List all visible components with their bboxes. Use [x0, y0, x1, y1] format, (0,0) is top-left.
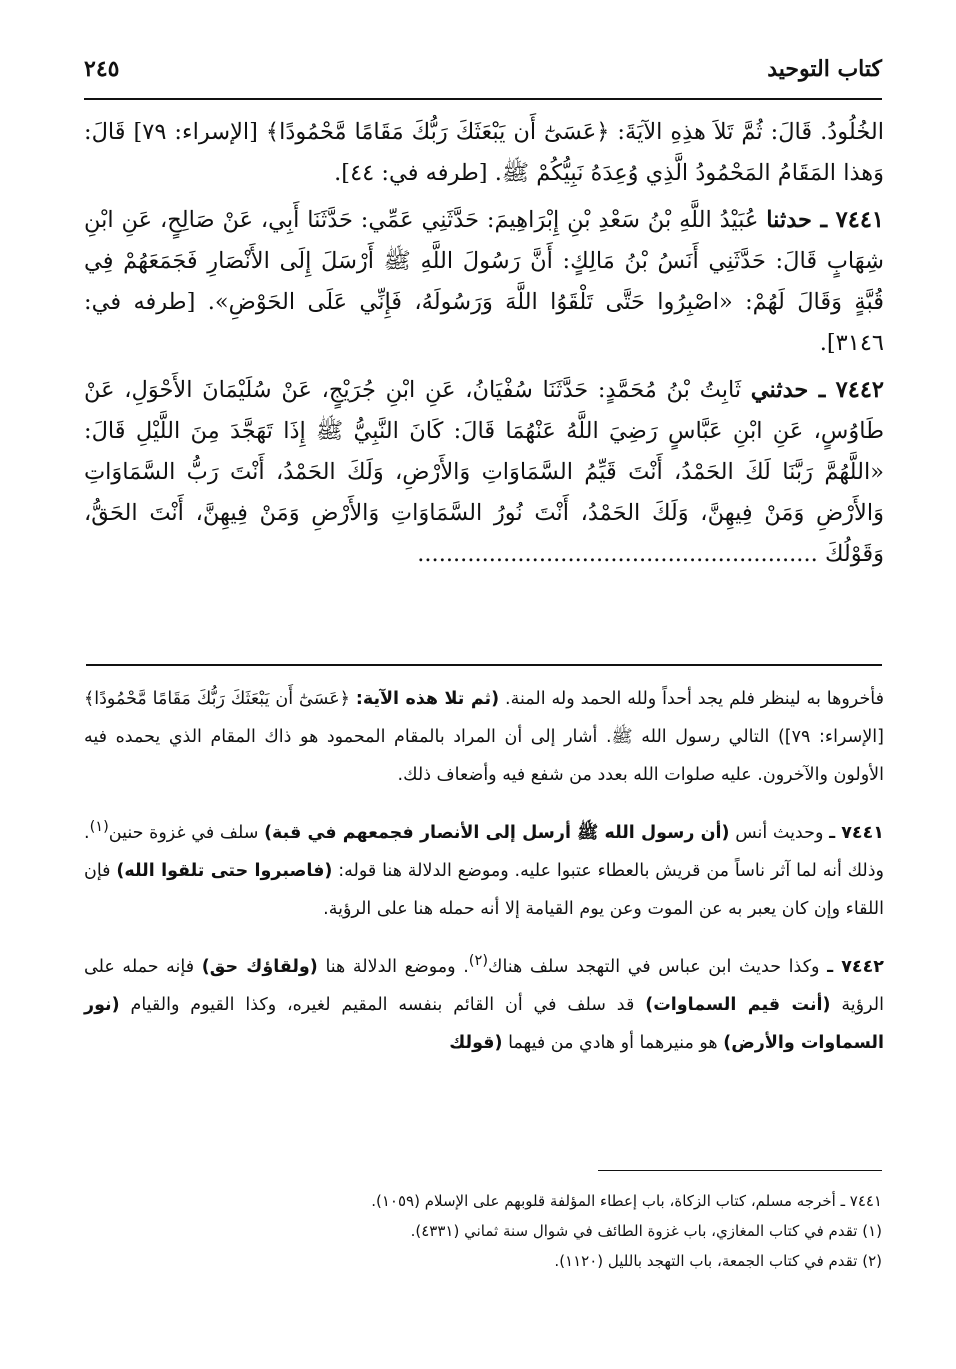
page-number: ٢٤٥	[84, 56, 120, 82]
hadith-7442	[84, 370, 884, 575]
header-rule	[84, 98, 882, 100]
commentary-text: فإن اللقاء وإن كان يعبر به عن الموت وعن يوم القيامة إلا أنه حمله هنا على الرؤية.	[84, 860, 884, 919]
commentary-paragraph	[84, 680, 884, 794]
page-header	[84, 56, 882, 90]
commentary-text: قد سلف في أن القائم بنفسه المقيم لغيره، وكذا القيوم والقيام	[130, 994, 635, 1015]
commentary-quote: (ولقاؤك حق)	[201, 956, 318, 977]
hadith-text	[84, 112, 884, 581]
commentary-number: ٧٤٤٢ ـ	[827, 956, 884, 977]
commentary-text: . وذلك أنه لما آثر ناساً من قريش بالعطاء عتبوا عليه. وموضع الدلالة هنا قوله:	[84, 822, 884, 881]
commentary-quote: (فاصبروا حتى تلقوا الله)	[116, 860, 333, 881]
commentary-quote: (أنت قيم السماوات)	[645, 994, 831, 1015]
commentary-text: سلف في غزوة حنين	[108, 822, 259, 843]
footnote-1: (١) تقدم في كتاب المغازي، باب غزوة الطائف في شوال سنة ثماني (٤٣٣١).	[410, 1222, 882, 1240]
commentary-quote: (ثم تلا هذه الآية:	[355, 689, 500, 709]
hadith-continuation: الخُلُودُ. قَالَ: ثُمَّ تَلاَ هذِهِ الآيَةَ: ﴿عَسَىٰٓ أَن يَبْعَثَكَ رَبُّكَ مَقَامًا مَّحْمُودًا﴾ [الإسراء: ٧٩] قَالَ: وَهذا المَقَامُ المَحْمُودُ الَّذِي وُعِدَهُ نَبِيُّكُمْ ﷺ. [طرفه في: ٤٤].	[84, 119, 884, 186]
commentary-text: . وموضع الدلالة هنا	[325, 956, 469, 977]
commentary-text: وحديث أنس	[735, 822, 824, 843]
hadith-body: ثَابِتُ بْنُ مُحَمَّدٍ: حَدَّثَنَا سُفْيَانُ، عَنِ ابْنِ جُرَيْجٍ، عَنْ سُلَيْمَانَ الأَحْوَلِ، عَنْ طَاوُسٍ، عَنِ ابْنِ عَبَّاسٍ رَضِيَ اللَّهُ عَنْهُمَا قَالَ: كَانَ النَّبِيُّ ﷺ إِذَا تَهَجَّدَ مِنَ اللَّيْلِ قَالَ: «اللَّهُمَّ رَبَّنَا لَكَ الحَمْدُ، أَنْتَ قَيِّمُ السَّمَاوَاتِ وَالأَرْضِ، وَلَكَ الحَمْدُ، أَنْتَ رَبُّ السَّمَاوَاتِ وَالأَرْضِ وَمَنْ فِيهِنَّ، وَلَكَ الحَمْدُ، أَنْتَ نُورُ السَّمَاوَاتِ وَالأَرْضِ وَمَنْ فِيهِنَّ، أَنْتَ الحَقُّ، وَقَوْلُكَ	[84, 377, 884, 567]
hadith-number: ٧٤٤٢ ـ حدثني	[750, 377, 884, 403]
commentary-quote: (نور السماوات والأرض)	[84, 994, 884, 1053]
commentary-text: وكذا حديث ابن عباس في التهجد سلف هناك	[488, 956, 820, 977]
commentary-text: فأخروها به لينظر فلم يجد أحداً ولله الحمد وله المنة.	[505, 689, 884, 709]
footnote-rule	[598, 1170, 882, 1171]
hadith-number: ٧٤٤١ ـ حدثنا	[766, 207, 884, 233]
footnote-ref[interactable]: (١)	[89, 818, 109, 835]
commentary-number: ٧٤٤١ ـ	[829, 822, 884, 843]
section-divider	[86, 664, 882, 666]
commentary-quote: (أن رسول الله ﷺ أرسل إلى الأنصار فجمعهم في قبة)	[264, 822, 730, 843]
footnote-2: (٢) تقدم في كتاب الجمعة، باب التهجد بالليل (١١٢٠).	[554, 1252, 882, 1270]
commentary-text: فإنه حمله على الرؤية	[84, 956, 884, 1015]
footnotes	[84, 1186, 882, 1276]
commentary-paragraph	[84, 808, 884, 928]
commentary	[84, 680, 884, 1076]
commentary-text: ﴿عَسَىٰٓ أَن يَبْعَثَكَ رَبُّكَ مَقَامًا مَّحْمُودًا﴾ [الإسراء: ٧٩]) التالي رسول الله ﷺ. أشار إلى أن المراد بالمقام المحمود هو ذاك المقام الذي يحمده فيه الأولون والآخرون. عليه صلوات الله بعدد من شفع فيه وأضعاف ذلك.	[84, 689, 884, 785]
hadith-body: عُبَيْدُ اللَّهِ بْنُ سَعْدِ بْنِ إِبْرَاهِيمَ: حَدَّثَنِي عَمِّي: حَدَّثَنَا أَبِي، عَنْ صَالِحٍ، عَنِ ابْنِ شِهَابٍ قَالَ: حَدَّثَنِي أَنَسُ بْنُ مَالِكٍ: أَنَّ رَسُولَ اللَّهِ ﷺ أَرْسَلَ إِلَى الأَنْصَارِ فَجَمَعَهُمْ فِي قُبَّةٍ وَقَالَ لَهُمْ: «اصْبِرُوا حَتَّى تَلْقَوُا اللَّهَ وَرَسُولَهُ، فَإِنِّي عَلَى الحَوْضِ». [طرفه في: ٣١٤٦].	[84, 207, 884, 356]
commentary-quote: (قولك	[449, 1032, 503, 1053]
footnote-7441: ٧٤٤١ ـ أخرجه مسلم، كتاب الزكاة، باب إعطاء المؤلفة قلوبهم على الإسلام (١٠٥٩).	[371, 1192, 882, 1210]
hadith-7441	[84, 200, 884, 364]
continuation-dots: ........................................................	[417, 541, 818, 567]
footnote-ref[interactable]: (٢)	[468, 951, 489, 969]
commentary-paragraph	[84, 942, 884, 1062]
commentary-text: هو منيرهما أو هادي من فيهما	[508, 1032, 718, 1053]
book-title: كتاب التوحيد	[767, 56, 882, 82]
